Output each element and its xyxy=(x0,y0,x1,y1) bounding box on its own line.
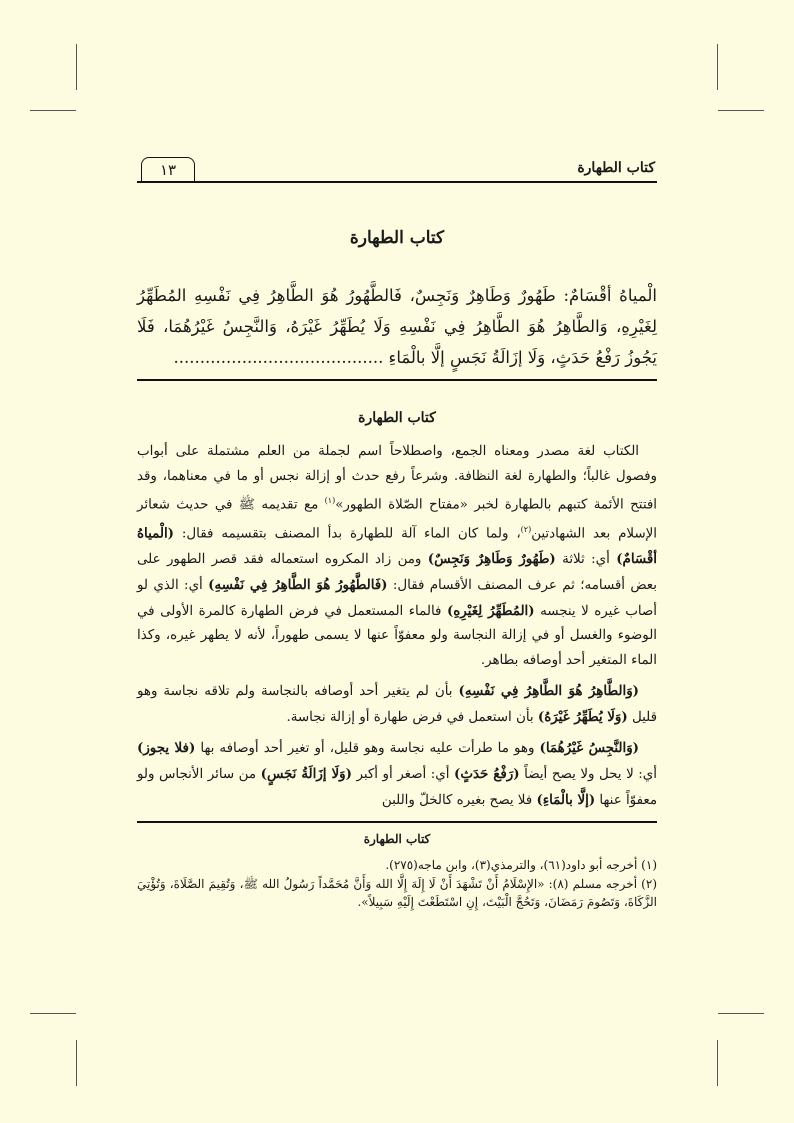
text-run: بأن لم يتغير أحد أوصافه بالنجاسة ولم تلاقه نجاسة وهو قليل xyxy=(137,684,657,725)
text-run: أي: أصغر أو أكبر xyxy=(351,767,455,783)
commentary-paragraph xyxy=(137,679,657,730)
footnotes-title: كتاب الطهارة xyxy=(363,832,431,846)
footnote-ref[interactable]: (٢) xyxy=(520,525,532,535)
quoted-matn: (رَفْعُ حَدَثٍ) xyxy=(454,766,520,783)
quoted-matn: (الْمياهُ أقْسَامٌ) xyxy=(137,525,657,568)
book-title: كتاب الطهارة xyxy=(349,228,445,248)
crop-mark xyxy=(717,1040,718,1086)
quoted-matn: (وَالنَّجِسُ غَيْرُهُمَا) xyxy=(539,740,639,757)
crop-mark xyxy=(717,44,718,90)
footnote-2: (٢) أخرجه مسلم (٨): «الإِسْلَامُ أَنْ تَشْهَدَ أَنْ لَا إِلَهَ إِلَّا الله وَأَنَّ مُحَمَّداً رَسُولُ الله ﷺ، وَتُقِيمَ الصَّلَاةَ، وَتُؤْتِيَ الزَّكَاةَ، وَتَصُومَ رَمَضَانَ، وَتَحُجَّ الْبَيْتَ، إِنِ اسْتَطَعْتَ إِلَيْهِ سَبِيلاً». xyxy=(137,876,657,910)
text-run: فالماء المستعمل في فرض الطهارة كالمرة الأولى في الوضوء والغسل أو في إزالة النجاسة ولو معفوّاً عنها لا يسمى طهوراً، لأنه لا يطهر غيره، وكذا الماء المتغير أحد أوصافه بطاهر. xyxy=(137,603,657,668)
crop-mark xyxy=(76,44,77,90)
matn-text: الْمياهُ أقْسَامٌ: طَهُورٌ وَطَاهِرٌ وَنَجِسٌ، فَالطَّهُورُ هُوَ الطَّاهِرُ فِي نَفْسِهِ المُطَهِّرُ لِغَيْرِهِ، وَالطَّاهِرُ هُوَ الطَّاهِرُ فِي نَفْسِهِ وَلَا يُطَهِّرُ غَيْرَهُ، وَالنَّجِسُ غَيْرُهُمَا، فَلَا يَجُوزُ رَفْعُ حَدَثٍ، وَلَا إزَالَةُ نَجَسٍ إلَّا بالْمَاءِ ........................................ xyxy=(137,286,657,367)
text-run: ، ولما كان الماء آلة للطهارة بدأ المصنف بتقسيمه فقال: xyxy=(174,526,521,542)
crop-mark xyxy=(76,1040,77,1086)
text-run: بأن استعمل في فرض طهارة أو إزالة نجاسة. xyxy=(286,709,538,725)
quoted-matn: (طَهُورٌ وَطَاهِرٌ وَنَجِسٌ) xyxy=(427,551,556,568)
text-run: من سائر الأنجاس ولو معفوّاً عنها xyxy=(137,767,657,808)
text-run: ومن زاد المكروه استعماله فقد قصر الطهور على بعض أقسامه؛ ثم عرف المصنف الأقسام فقال: xyxy=(137,552,657,593)
commentary-paragraph xyxy=(137,440,657,673)
quoted-matn: (فلا يجوز) xyxy=(137,740,196,757)
matn-divider xyxy=(137,379,657,381)
commentary-title: كتاب الطهارة xyxy=(358,410,436,426)
crop-mark xyxy=(30,1013,76,1014)
quoted-matn: (وَالطَّاهِرُ هُوَ الطَّاهِرُ فِي نَفْسِهِ) xyxy=(458,683,639,700)
crop-mark xyxy=(718,1013,764,1014)
quoted-matn: (فَالطَّهُورُ هُوَ الطَّاهِرُ فِي نَفْسِهِ) xyxy=(208,576,388,593)
text-run: أي: لا يحل ولا يصح أيضاً xyxy=(519,767,657,783)
crop-mark xyxy=(718,110,764,111)
commentary-body xyxy=(137,440,657,819)
quoted-matn: (إلَّا بالْمَاءِ) xyxy=(536,791,596,808)
header-rule xyxy=(137,181,657,183)
quoted-matn: (وَلَا يُطَهِّرُ غَيْرَهُ) xyxy=(537,708,628,725)
footnote-ref[interactable]: (١) xyxy=(324,496,336,506)
footnotes xyxy=(137,856,657,912)
footnote-divider xyxy=(137,821,657,823)
running-header xyxy=(137,153,657,183)
text-run: أي: الذي لو أصاب غيره لا ينجسه xyxy=(137,577,657,619)
quoted-matn: (وَلَا إزَالَةُ نَجَسٍ) xyxy=(260,766,352,783)
text-run: وهو ما طرأت عليه نجاسة وهو قليل، أو تغير أحد أوصافه بها xyxy=(195,741,540,757)
crop-mark xyxy=(30,110,76,111)
text-run: مع تقديمه ﷺ في حديث شعائر الإسلام بعد الشهادتين xyxy=(137,497,657,542)
text-run: أي: ثلاثة xyxy=(555,552,617,568)
footnote-1: (١) أخرجه أبو داود(٦١)، والترمذي(٣)، وابن ماجه(٢٧٥). xyxy=(385,858,657,872)
text-run: الكتاب لغة مصدر ومعناه الجمع، واصطلاحاً اسم لجملة من العلم مشتملة على أبواب وفصول غالباً؛ والطهارة لغة النظافة. وشرعاً رفع حدث أو إزالة نجس أو ما في معناهما، وقد افتتح الأئمة كتبهم بالطهارة لخبر «مفتاح الصّلاة الطهور» xyxy=(137,444,657,513)
page-number: ١٣ xyxy=(141,157,195,182)
commentary-paragraph xyxy=(137,736,657,813)
quoted-matn: (المُطَهِّرُ لِغَيْرِهِ) xyxy=(446,602,535,619)
text-run: فلا يصح بغيره كالخلّ واللبن xyxy=(381,792,537,808)
running-header-title: كتاب الطهارة xyxy=(577,160,655,176)
